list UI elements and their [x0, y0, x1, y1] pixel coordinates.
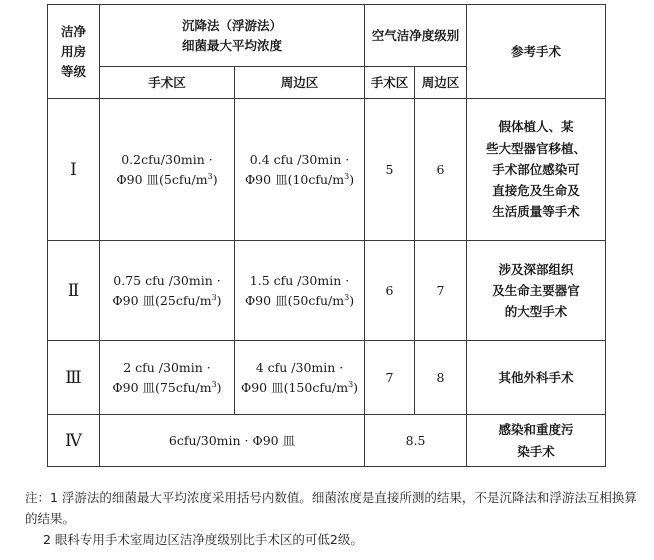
air-surgery-level: 7: [365, 341, 415, 415]
table-row: [48, 241, 606, 341]
header-air-surgery-area: 手术区: [365, 67, 415, 99]
surgery-area-concentration: 2 cfu /30min · Φ90 皿$(75cfu/m^3)$: [100, 341, 235, 415]
merged-air-level: 8.5: [365, 415, 467, 467]
header-row-1: [48, 5, 606, 67]
header-grade: 洁净 用房 等级: [48, 5, 100, 99]
air-surgery-level: 5: [365, 99, 415, 241]
surgery-area-concentration: 0.75 cfu /30min · Φ90 皿$(25cfu/m^3)$: [100, 241, 235, 341]
table-row: [48, 415, 606, 467]
reference-surgery-cell: 其他外科手术: [467, 341, 606, 415]
air-surrounding-level: 7: [415, 241, 467, 341]
surgery-area-concentration: 0.2cfu/30min · Φ90 皿$(5cfu/m^3)$: [100, 99, 235, 241]
grade-cell: Ⅲ: [48, 341, 100, 415]
reference-surgery-cell: 假体植人、某 些大型器官移植、 手术部位感染可 直接危及生命及 生活质量等手术: [467, 99, 606, 241]
grade-cell: Ⅰ: [48, 99, 100, 241]
grade-cell: Ⅱ: [48, 241, 100, 341]
air-surgery-level: 6: [365, 241, 415, 341]
air-surrounding-level: 6: [415, 99, 467, 241]
header-reference-surgery: 参考手术: [467, 5, 606, 99]
reference-surgery-cell: 涉及深部组织 及生命主要器官 的大型手术: [467, 241, 606, 341]
surrounding-area-concentration: 0.4 cfu /30min · Φ90 皿$(10cfu/m^3)$: [235, 99, 365, 241]
merged-concentration: 6cfu/30min · Φ90 皿: [100, 415, 365, 467]
table-notes: [25, 487, 645, 550]
header-air-cleanliness: 空气洁净度级别: [365, 5, 467, 67]
surrounding-area-concentration: 1.5 cfu /30min · Φ90 皿$(50cfu/m^3)$: [235, 241, 365, 341]
header-surgery-area: 手术区: [100, 67, 235, 99]
header-air-surrounding-area: 周边区: [415, 67, 467, 99]
cleanroom-standards-table: [47, 4, 606, 467]
standards-table-container: [47, 4, 605, 467]
note-1: 注：1 浮游法的细菌最大平均浓度采用括号内数值。细菌浓度是直接所测的结果，不是沉降法和浮游法互相换算的结果。: [25, 490, 637, 526]
note-2: 2 眼科专用手术室周边区洁净度级别比手术区的可低2级。: [43, 532, 363, 547]
reference-surgery-cell: 感染和重度污 染手术: [467, 415, 606, 467]
grade-cell: Ⅳ: [48, 415, 100, 467]
surrounding-area-concentration: 4 cfu /30min · Φ90 皿$(150cfu/m^3)$: [235, 341, 365, 415]
header-surrounding-area: 周边区: [235, 67, 365, 99]
table-row: [48, 341, 606, 415]
air-surrounding-level: 8: [415, 341, 467, 415]
table-row: [48, 99, 606, 241]
header-sedimentation: 沉降法（浮游法） 细菌最大平均浓度: [100, 5, 365, 67]
